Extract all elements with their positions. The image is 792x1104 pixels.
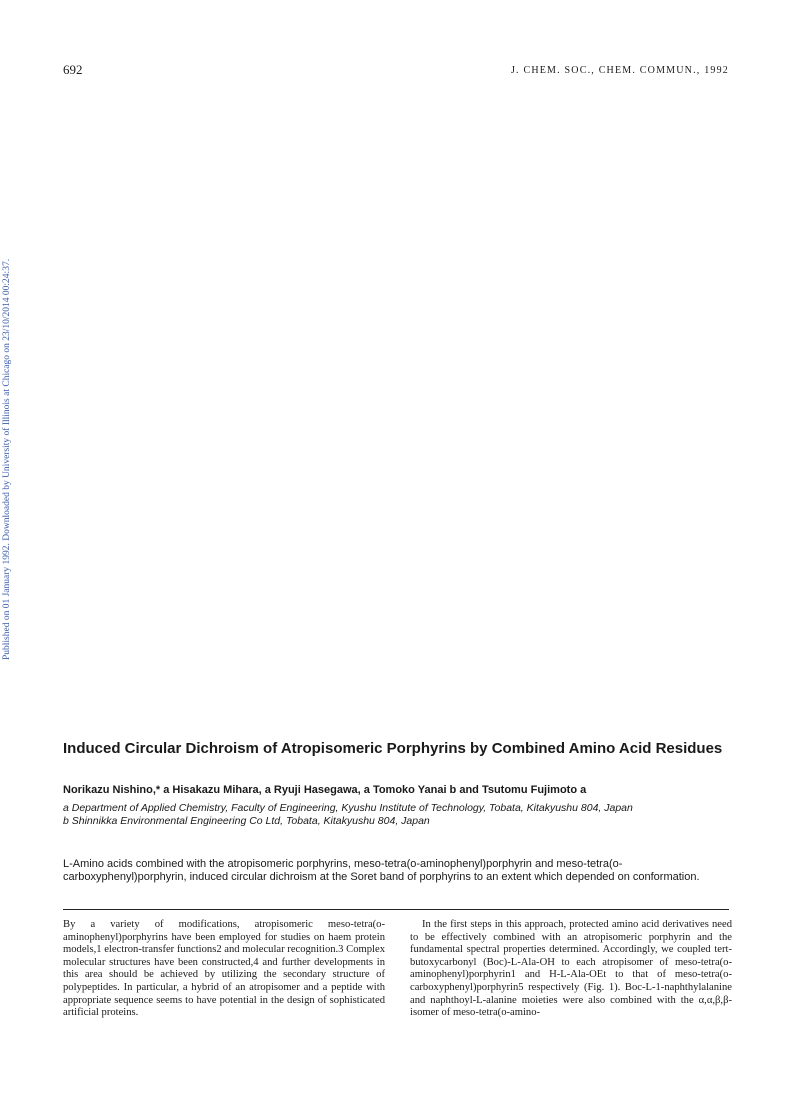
section-divider bbox=[63, 909, 729, 910]
body-column-left: By a variety of modifications, atropisomeric meso-tetra(o-aminophenyl)porphyrins have been employed for studies on haem protein models,1 electron-transfer functions2 and molecular recognition.3 Complex molecular structures have been constructed,4 and further developments in this area should be achieved by utilizing the secondary structure of polypeptides. In particular, a hybrid of an atropisomer and a peptide with appropriate sequence seems to have potential in the design of sophisticated artificial proteins. bbox=[63, 919, 385, 1019]
abstract: L-Amino acids combined with the atropisomeric porphyrins, meso-tetra(o-aminophenyl)porphyrin and meso-tetra(o-carboxyphenyl)porphyrin, induced circular dichroism at the Soret band of porphyrins to an extent which depended on conformation. bbox=[63, 858, 700, 883]
affiliation-a: a Department of Applied Chemistry, Faculty of Engineering, Kyushu Institute of Technology, Tobata, Kitakyushu 804, Japan bbox=[63, 802, 633, 814]
affiliations bbox=[63, 802, 743, 828]
journal-header: J. CHEM. SOC., CHEM. COMMUN., 1992 bbox=[510, 65, 729, 76]
article-title: Induced Circular Dichroism of Atropisomeric Porphyrins by Combined Amino Acid Residues bbox=[63, 740, 723, 757]
body-column-right: In the first steps in this approach, protected amino acid derivatives need to be effectively combined with an atropisomeric porphyrin and the fundamental spectral properties determined. Accordingly, we coupled tert-butoxycarbonyl (Boc)-L-Ala-OH to each atropisomer of meso-tetra(o-aminophenyl)porphyrin1 and H-L-Ala-OEt to that of meso-tetra(o-carboxyphenyl)porphyrin5 respectively (Fig. 1). Boc-L-1-naphthylalanine and naphthoyl-L-alanine moieties were also combined with the α,α,β,β-isomer of meso-tetra(o-amino- bbox=[410, 919, 732, 1019]
author-list: Norikazu Nishino,* a Hisakazu Mihara, a Ryuji Hasegawa, a Tomoko Yanai b and Tsutomu Fujimoto a bbox=[63, 784, 587, 796]
affiliation-b: b Shinnikka Environmental Engineering Co Ltd, Tobata, Kitakyushu 804, Japan bbox=[63, 815, 430, 827]
download-watermark[interactable]: Published on 01 January 1992. Downloaded by University of Illinois at Chicago on 23/10/2014 00:24:37. bbox=[2, 258, 12, 660]
page-number: 692 bbox=[63, 62, 83, 77]
